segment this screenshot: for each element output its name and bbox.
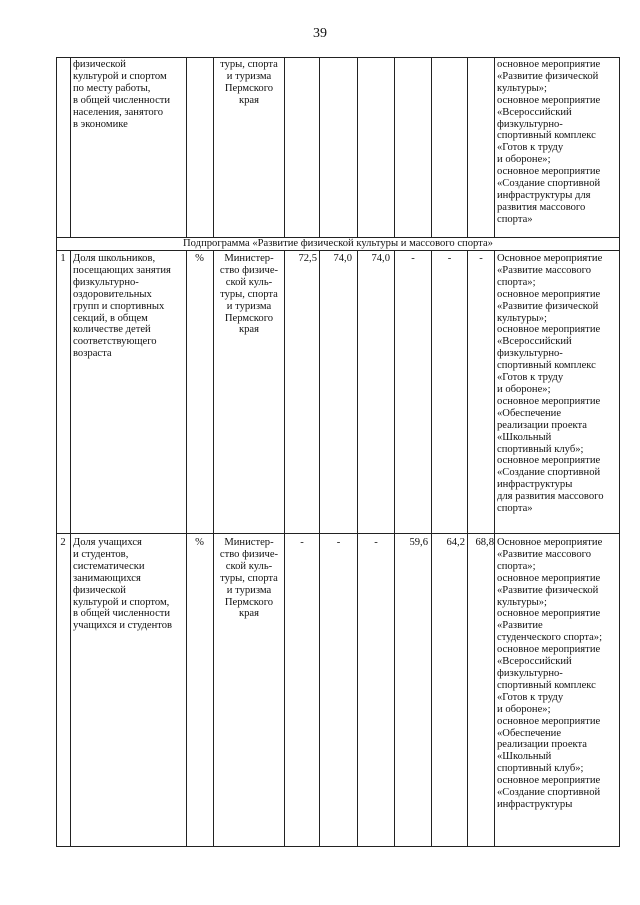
table-column-rule — [70, 57, 71, 237]
row1-indicator-name: Доля школьников, посещающих занятия физкультурно- оздоровительных групп и спортивных секций, в общем количестве детей соответствующего возраста — [73, 253, 171, 360]
row1-value-5: - — [447, 253, 452, 264]
row1-unit: % — [195, 253, 204, 264]
page-number: 39 — [313, 26, 327, 41]
table-column-rule — [357, 57, 358, 237]
row2-value-3: - — [374, 537, 378, 548]
row2-number: 2 — [60, 537, 66, 548]
table-rule-row-separator — [56, 533, 620, 534]
table-column-rule — [431, 57, 432, 237]
row1-responsible: Министер- ство физиче- ской куль- туры, спорта и туризма Пермского края — [219, 253, 279, 336]
table-column-rule — [186, 57, 187, 237]
row1-value-1: 72,5 — [298, 253, 317, 264]
row0-responsible: туры, спорта и туризма Пермского края — [220, 59, 278, 106]
row2-value-4: 59,6 — [409, 537, 428, 548]
table-rule-top — [56, 57, 620, 58]
table-rule-subprogram-bottom — [56, 250, 620, 251]
row1-events: Основное мероприятие «Развитие массового спорта»; основное мероприятие «Развитие физической культуры»; основное мероприятие «Всероссийский физкультурно- спортивный комплекс «Готов к труду и обороне»; основное мероприятие «Обеспечение реализации проекта «Школьный спортивный клуб»; основное мероприятие «Создание спортивной инфраструктуры для развития массового спорта» — [497, 253, 604, 515]
table-rule-bottom — [56, 846, 620, 847]
table-column-rule — [319, 57, 320, 237]
row2-responsible: Министер- ство физиче- ской куль- туры, спорта и туризма Пермского края — [219, 537, 279, 620]
row2-unit: % — [195, 537, 204, 548]
row1-value-6: - — [479, 253, 483, 264]
subprogram-title: Подпрограмма «Развитие физической культуры и массового спорта» — [183, 238, 493, 249]
row2-indicator-name: Доля учащихся и студентов, систематически занимающихся физической культурой и спортом, в общей численности учащихся и студентов — [73, 537, 173, 632]
row1-number: 1 — [60, 253, 66, 264]
row1-value-2: 74,0 — [333, 253, 352, 264]
row0-indicator-name: физической культурой и спортом по месту работы, в общей численности населения, занятого в экономике — [73, 59, 171, 130]
row2-events: Основное мероприятие «Развитие массового спорта»; основное мероприятие «Развитие физической культуры»; основное мероприятие «Развитие студенческого спорта»; основное мероприятие «Всероссийский физкультурно- спортивный комплекс «Готов к труду и обороне»; основное мероприятие «Обеспечение реализации проекта «Школьный спортивный клуб»; основное мероприятие «Создание спортивной инфраструктуры — [497, 537, 603, 810]
row2-value-2: - — [336, 537, 341, 548]
table-border-left — [56, 57, 57, 847]
row1-value-3: 74,0 — [371, 253, 390, 264]
table-column-rule — [494, 57, 495, 237]
table-column-rule — [494, 250, 495, 847]
row1-value-4: - — [411, 253, 415, 264]
table-border-right — [619, 57, 620, 847]
table-column-rule — [467, 57, 468, 237]
row2-value-1: - — [300, 537, 304, 548]
table-column-rule — [70, 250, 71, 847]
row2-value-5: 64,2 — [446, 537, 465, 548]
table-column-rule — [284, 57, 285, 237]
row0-events: основное мероприятие «Развитие физической культуры»; основное мероприятие «Всероссийский физкультурно- спортивный комплекс «Готов к труду и обороне»; основное мероприятие «Создание спортивной инфраструктуры для развития массового спорта» — [497, 59, 601, 225]
table-column-rule — [394, 57, 395, 237]
row2-value-6: 68,8 — [475, 537, 494, 548]
